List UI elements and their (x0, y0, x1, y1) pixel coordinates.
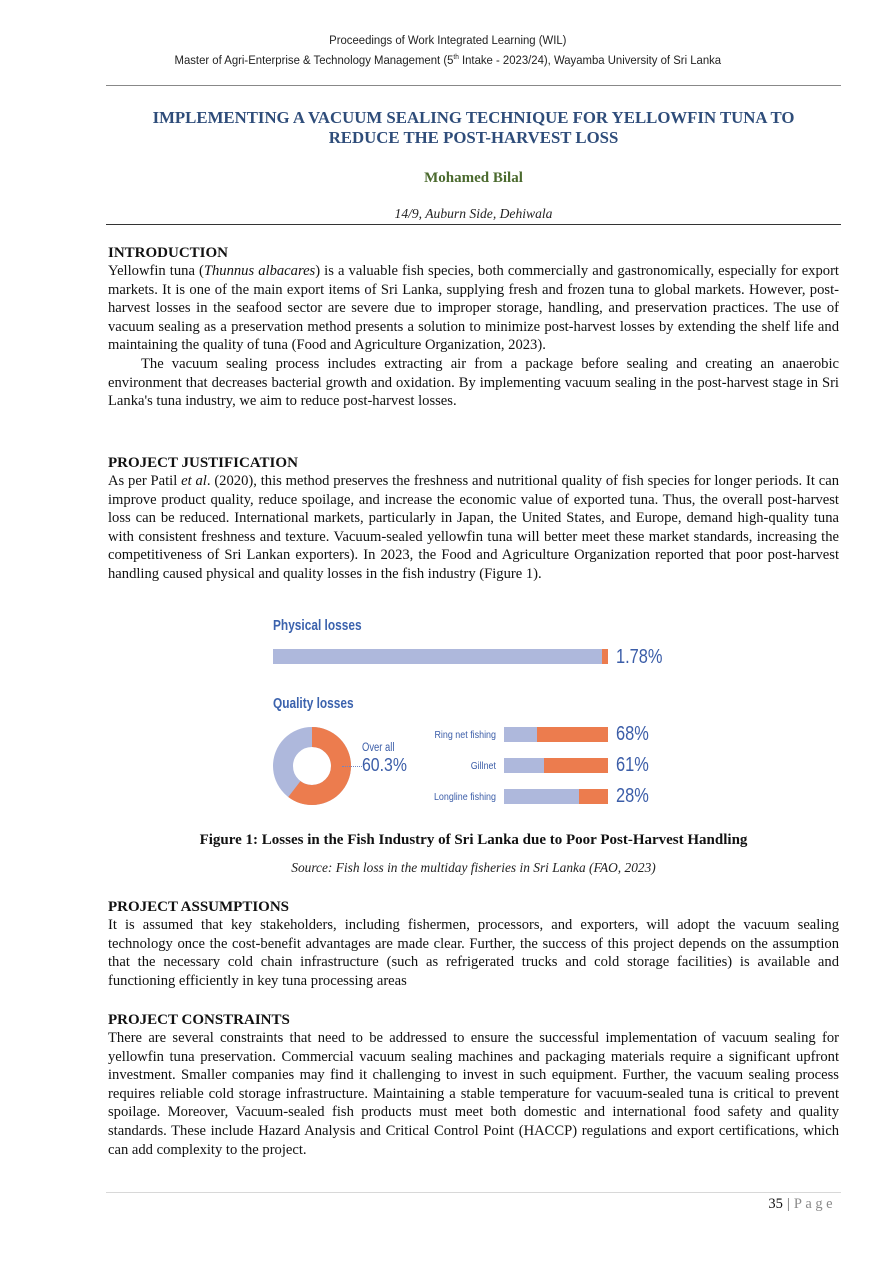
loss-segment (537, 727, 608, 742)
title-divider (106, 224, 841, 225)
header-divider (106, 85, 841, 86)
method-pct: 68% (616, 723, 649, 745)
section-assumptions (108, 898, 839, 990)
paper-title: IMPLEMENTING A VACUUM SEALING TECHNIQUE FOR YELLOWFIN TUNA TO REDUCE THE POST-HARVEST LOSS (152, 108, 795, 147)
method-pct: 28% (616, 785, 649, 807)
figure-1-chart (262, 614, 682, 814)
footer-divider (106, 1192, 841, 1193)
quality-losses-title: Quality losses (273, 696, 354, 712)
loss-segment (579, 789, 608, 804)
physical-losses-pct: 1.78% (616, 646, 663, 668)
author-address: 14/9, Auburn Side, Dehiwala (394, 206, 553, 221)
physical-losses-bar (273, 649, 608, 664)
section-constraints (108, 1011, 839, 1159)
paragraph: There are several constraints that need to be addressed to ensure the successful implementation of vacuum sealing for yellowfin tuna preservation. Commercial vacuum sealing machines and packaging materials require a significant upfront investment. Smaller companies may find it challenging to invest in such equipment. Further, the vacuum sealing process requires reliable cold storage infrastructure. Maintaining a stable temperature for vacuum-sealed tuna is critical to prevent spoilage. Moreover, Vacuum-sealed fish products must meet both domestic and international food safety and quality standards. These include Hazard Analysis and Critical Control Point (HACCP) regulations and export certifications, which can add complexity to the project. (108, 1030, 839, 1158)
paragraph: It is assumed that key stakeholders, including fishermen, processors, and exporters, will adopt the vacuum sealing technology once the cost-benefit advantages are made clear. Further, the success of this project depends on the assumption that the necessary cold chain infrastructure (such as refrigerated trucks and cold storage facilities) is available and functioning efficiently in key tuna processing areas (108, 917, 839, 989)
method-bar-longline (504, 789, 608, 804)
physical-loss-segment (602, 649, 608, 664)
page-number: 35 | Page (768, 1196, 836, 1212)
section-justification (108, 454, 839, 584)
method-bar-ring-net (504, 727, 608, 742)
section-heading: PROJECT JUSTIFICATION (108, 455, 298, 471)
author-name: Mohamed Bilal (424, 170, 523, 186)
section-introduction (108, 244, 839, 411)
physical-losses-title: Physical losses (273, 618, 362, 634)
loss-segment (544, 758, 608, 773)
method-label: Ring net fishing (434, 729, 496, 741)
method-label: Longline fishing (433, 791, 496, 803)
method-bar-gillnet (504, 758, 608, 773)
figure-source: Source: Fish loss in the multiday fisheries in Sri Lanka (FAO, 2023) (291, 860, 656, 875)
quality-losses-donut (273, 727, 351, 805)
section-heading: PROJECT CONSTRAINTS (108, 1012, 290, 1028)
section-heading: PROJECT ASSUMPTIONS (108, 899, 290, 915)
paragraph: Yellowfin tuna (Thunnus albacares) is a valuable fish species, both commercially and gastronomically, especially for export markets. It is one of the main export items of Sri Lanka, supplying fresh and frozen tuna to global markets. However, post-harvest losses in the seafood sector are severe due to improper storage, handling, and preservation practices. The use of vacuum sealing as a preservation method presents a solution to minimize post-harvest losses by extending the shelf life and maintaining the quality of tuna (Food and Agriculture Organization, 2023). (108, 263, 839, 354)
paragraph: As per Patil et al. (2020), this method preserves the freshness and nutritional quality of fish species for longer periods. It can improve product quality, reduce spoilage, and increase the economic value of exported tuna. Thus, the overall post-harvest loss can be reduced. International markets, particularly in Japan, the United States, and Europe, demand high-quality tuna with consistent freshness and texture. Vacuum-sealed yellowfin tuna will better meet these market standards, increasing the competitiveness of Sri Lankan exporters). In 2023, the Food and Agriculture Organization reported that poor post-harvest handling caused physical and quality losses in the fish industry (Figure 1). (108, 473, 839, 582)
donut-leader-line (342, 766, 362, 767)
running-header (33, 32, 863, 69)
paragraph: The vacuum sealing process includes extracting air from a package before sealing and creating an anaerobic environment that decreases bacterial growth and oxidation. By implementing vacuum sealing in the post-harvest stage in Sri Lanka's tuna industry, we aim to reduce post-harvest losses. (108, 355, 839, 410)
method-label: Gillnet (470, 760, 496, 772)
header-line-1: Proceedings of Work Integrated Learning (WIL) (329, 33, 567, 47)
header-line-2: Master of Agri-Enterprise & Technology Management (5th Intake - 2023/24), Wayamba University of Sri Lanka (174, 53, 722, 68)
overall-pct: 60.3% (362, 755, 407, 775)
figure-caption: Figure 1: Losses in the Fish Industry of Sri Lanka due to Poor Post-Harvest Handling (199, 832, 748, 848)
section-heading: INTRODUCTION (108, 245, 229, 261)
method-pct: 61% (616, 754, 649, 776)
overall-label: Over all (362, 742, 395, 754)
